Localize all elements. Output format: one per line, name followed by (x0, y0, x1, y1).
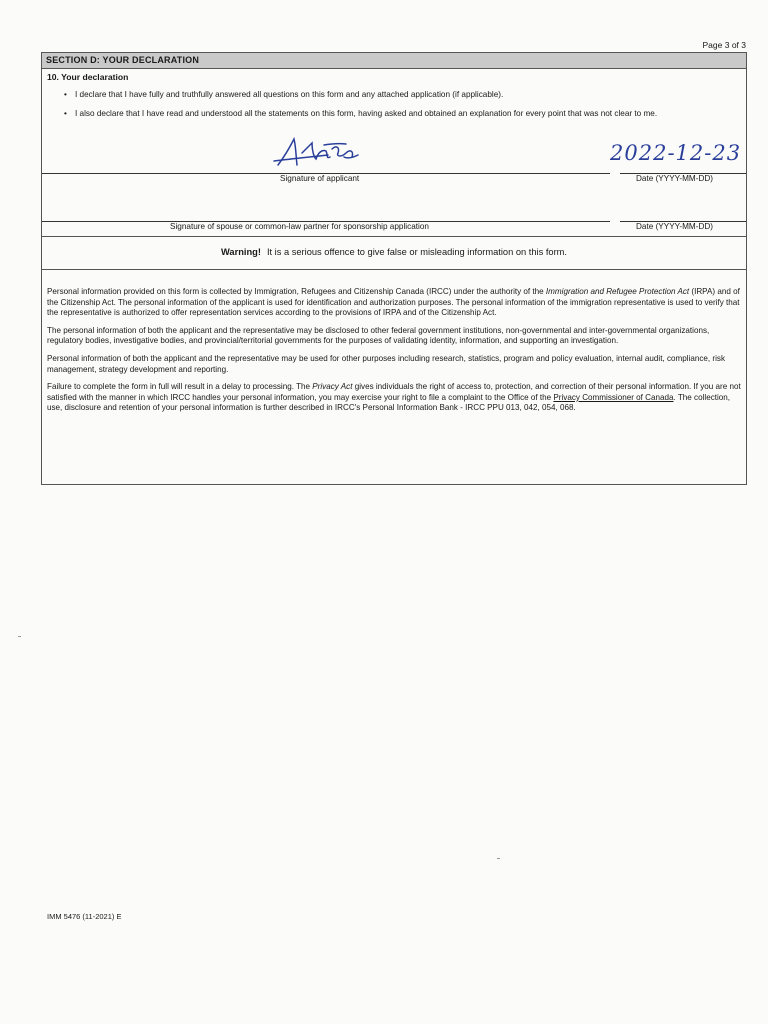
privacy-paragraph-1: Personal information provided on this form is collected by Immigration, Refugees and Citizenship Canada (IRCC) under the authority of the Immigration and Refugee Protection Act (IRPA) and of the Citizenship Act. The personal information of the applicant is used for identification and authorization purposes. The personal information of the immigration representative is used to verify that the representative is authorized to offer representation services according to the provisions of IRPA and of the Citizenship Act. (47, 287, 740, 318)
declaration-bullet-2: • I also declare that I have read and understood all the statements on this form, having asked and obtained an explanation for every point that was not clear to me. (64, 109, 658, 118)
warning-label: Warning! (221, 247, 261, 257)
privacy-paragraph-2: The personal information of both the applicant and the representative may be disclosed to other federal government institutions, non-governmental and inter-governmental organizations, regulatory bodies, investigative bodies, and provincial/territorial governments for the purposes of validating identity, information, and supporting an investigation. (47, 325, 710, 346)
bullet-icon: • (64, 109, 67, 118)
spouse-signature-caption: Signature of spouse or common-law partner for sponsorship application (170, 222, 429, 231)
applicant-signature-caption: Signature of applicant (280, 174, 360, 183)
privacy-notice (47, 287, 743, 421)
privacy-paragraph-3: Personal information of both the applicant and the representative may be used for other purposes including research, statistics, program and policy evaluation, internal audit, compliance, risk management, strategy development and reporting. (47, 353, 726, 374)
bullet-icon: • (64, 90, 67, 99)
divider (42, 236, 746, 237)
divider (42, 269, 746, 270)
applicant-date-caption: Date (YYYY-MM-DD) (636, 174, 714, 183)
privacy-commissioner-link[interactable]: Privacy Commissioner of Canada (553, 392, 674, 402)
declaration-bullet-1: • I declare that I have fully and truthfully answered all questions on this form and any attached application (if applicable). (64, 90, 504, 99)
applicant-signature (270, 135, 380, 175)
applicant-date-value: 2022-12-23 (610, 141, 742, 165)
scan-mark (18, 636, 21, 637)
question-title: 10. Your declaration (47, 72, 129, 82)
warning-notice (42, 247, 746, 257)
declaration-form (41, 52, 747, 485)
form-code: IMM 5476 (11-2021) E (47, 912, 122, 921)
privacy-paragraph-4: Failure to complete the form in full will result in a delay to processing. The Privacy Act gives individuals the right of access to, protection, and correction of their personal information. If you are not satisfied with the manner in which IRCC handles your personal information, you may exercise your right to file a complaint to the Office of the Privacy Commissioner of Canada. The collection, use, disclosure and retention of your personal information is further described in IRCC's Personal Information Bank - IRCC PPU 013, 042, 054, 068. (47, 382, 741, 413)
section-header: SECTION D: YOUR DECLARATION (42, 53, 746, 69)
page-number: Page 3 of 3 (702, 40, 746, 50)
spouse-date-caption: Date (YYYY-MM-DD) (636, 222, 714, 231)
scan-mark (497, 858, 500, 859)
warning-text: It is a serious offence to give false or misleading information on this form. (266, 247, 567, 257)
